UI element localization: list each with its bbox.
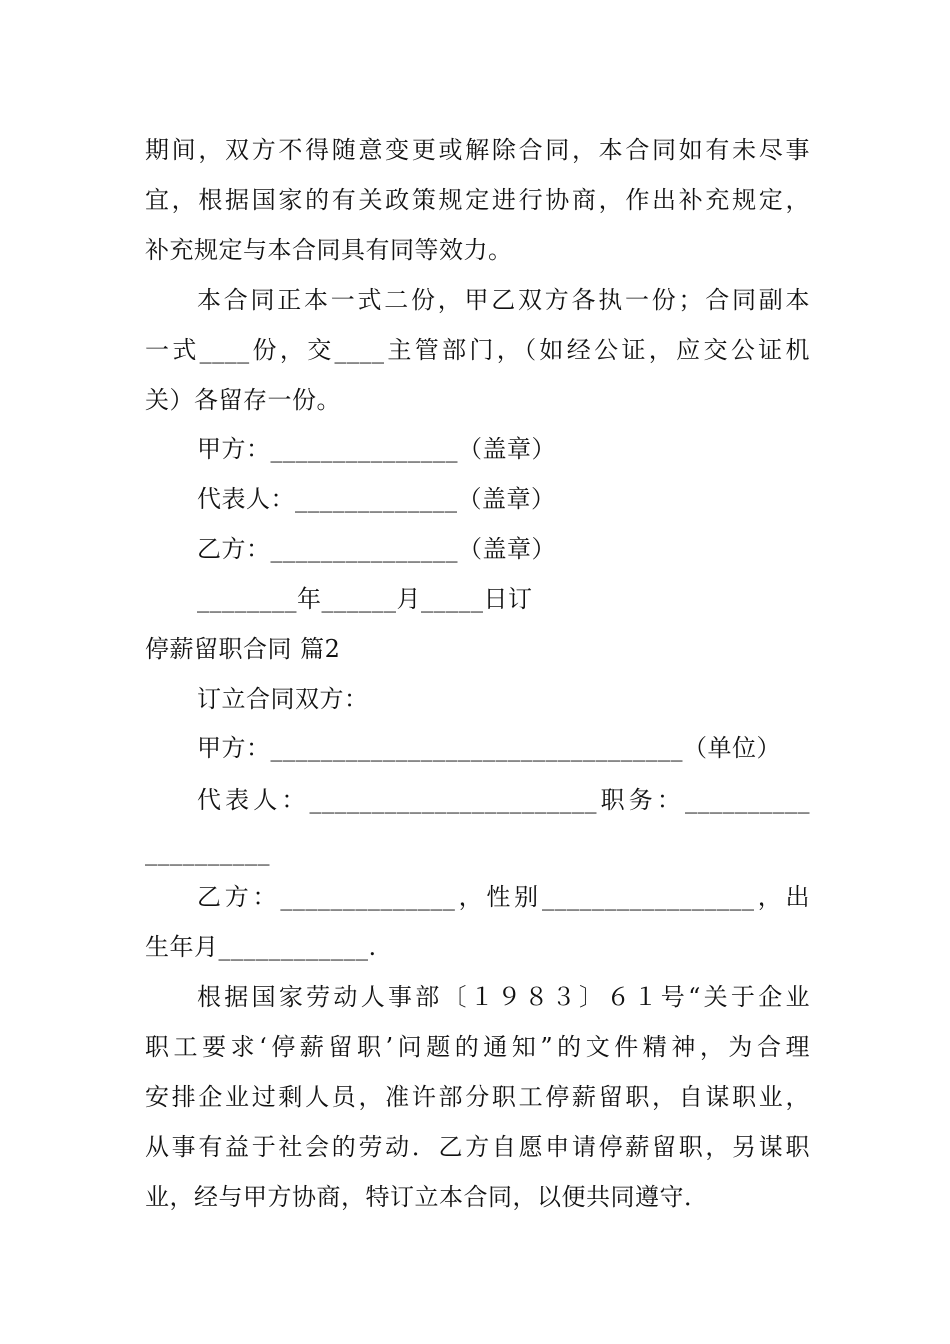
paragraph-line: 职工要求‘停薪留职’问题的通知”的文件精神，为合理 bbox=[145, 1033, 810, 1061]
paragraph-line: 本合同正本一式二份，甲乙双方各执一份；合同副本 bbox=[197, 286, 810, 314]
signature-party-a: 甲方：_______________（盖章） bbox=[197, 435, 556, 463]
paragraph-line: 从事有益于社会的劳动．乙方自愿申请停薪留职，另谋职 bbox=[145, 1133, 810, 1161]
paragraph-line: 根据国家劳动人事部〔１９８３〕６１号“关于企业 bbox=[197, 983, 810, 1011]
paragraph-line: 宜，根据国家的有关政策规定进行协商，作出补充规定， bbox=[145, 186, 810, 214]
signature-representative: 代表人：_____________（盖章） bbox=[197, 485, 556, 513]
party-b-line: 乙方：______________，性别_________________，出 bbox=[197, 883, 810, 911]
paragraph-line: 安排企业过剩人员，准许部分职工停薪留职，自谋职业， bbox=[145, 1083, 810, 1111]
signature-party-b: 乙方：_______________（盖章） bbox=[197, 535, 556, 563]
signature-date: ________年______月_____日订 bbox=[197, 585, 533, 613]
section-title: 停薪留职合同 篇2 bbox=[145, 635, 341, 663]
party-a-line: 甲方：_________________________________（单位） bbox=[197, 734, 781, 762]
section-intro: 订立合同双方： bbox=[197, 685, 369, 713]
paragraph-line: 补充规定与本合同具有同等效力。 bbox=[145, 236, 513, 264]
party-b-line-continued: 生年月____________. bbox=[145, 933, 377, 961]
representative-line-continued: __________ bbox=[145, 838, 270, 866]
paragraph-line: 一式____份，交____主管部门，（如经公证，应交公证机 bbox=[145, 336, 810, 364]
representative-line: 代表人：_______________________职务：__________ bbox=[197, 786, 810, 814]
paragraph-line: 期间，双方不得随意变更或解除合同，本合同如有未尽事 bbox=[145, 136, 810, 164]
paragraph-line: 业，经与甲方协商，特订立本合同，以便共同遵守． bbox=[145, 1183, 709, 1211]
paragraph-line: 关）各留存一份。 bbox=[145, 386, 341, 414]
